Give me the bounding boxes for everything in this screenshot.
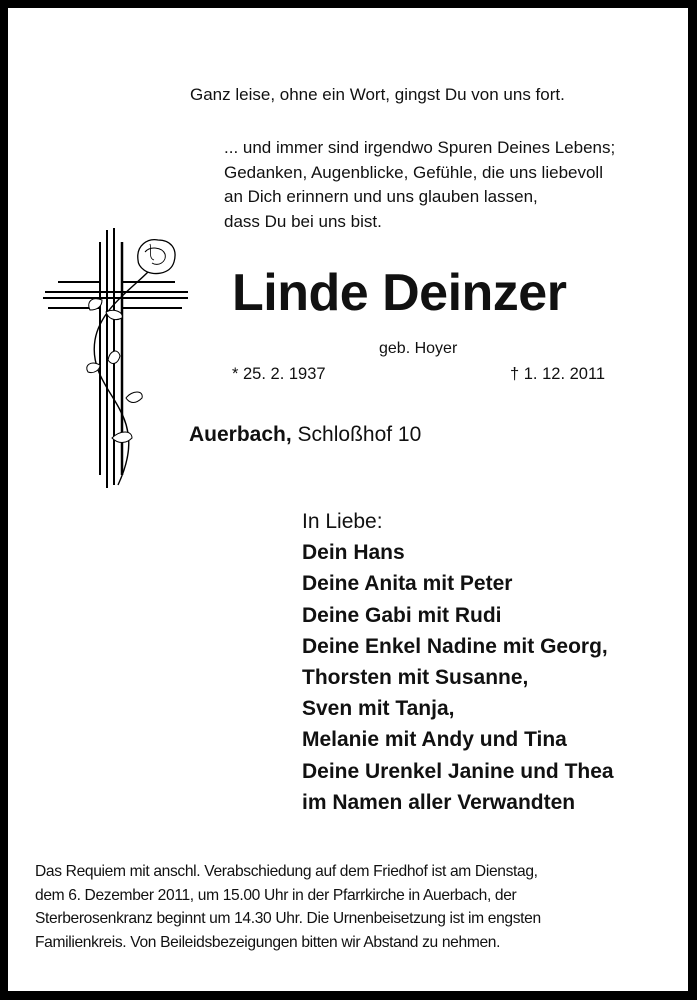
poem-line: Gedanken, Augenblicke, Gefühle, die uns liebevoll: [224, 162, 603, 182]
mourner-line: Dein Hans: [302, 541, 405, 565]
mourner-line: Deine Enkel Nadine mit Georg,: [302, 634, 608, 658]
poem: [224, 136, 615, 234]
notice-line: Familienkreis. Von Beileidsbezeigungen bitten wir Abstand zu nehmen.: [35, 933, 501, 951]
maiden-name: geb. Hoyer: [379, 340, 458, 357]
address: [189, 423, 421, 447]
mourner-line: im Namen aller Verwandten: [302, 790, 576, 814]
notice-line: Sterberosenkranz beginnt um 14.30 Uhr. Die Urnenbeisetzung ist im engsten: [35, 910, 541, 927]
address-city: Auerbach,: [189, 423, 292, 446]
birth-date: * 25. 2. 1937: [232, 365, 326, 383]
deceased-name: Linde Deinzer: [232, 264, 567, 322]
poem-line: ... und immer sind irgendwo Spuren Deines Lebens;: [224, 138, 616, 157]
mourner-line: Deine Anita mit Peter: [302, 572, 513, 596]
poem-line: dass Du bei uns bist.: [224, 211, 382, 231]
notice-line: Das Requiem mit anschl. Verabschiedung auf dem Friedhof ist am Dienstag,: [35, 863, 538, 880]
motto-line: Ganz leise, ohne ein Wort, gingst Du von uns fort.: [190, 85, 565, 104]
mourner-line: Thorsten mit Susanne,: [302, 666, 529, 690]
obituary-page: [8, 8, 688, 991]
mourner-line: Melanie mit Andy und Tina: [302, 728, 567, 752]
notice-line: dem 6. Dezember 2011, um 15.00 Uhr in der Pfarrkirche in Auerbach, der: [35, 886, 517, 904]
address-street: Schloßhof 10: [291, 423, 422, 446]
mourner-line: Deine Gabi mit Rudi: [302, 603, 502, 627]
death-date: † 1. 12. 2011: [510, 365, 606, 383]
cross-with-rose-icon: [40, 220, 190, 495]
mourners-list: [302, 506, 614, 818]
mourner-line: Sven mit Tanja,: [302, 697, 455, 721]
mourner-line: Deine Urenkel Janine und Thea: [302, 759, 614, 783]
mourners-intro: In Liebe:: [302, 510, 383, 533]
poem-line: an Dich erinnern und uns glauben lassen,: [224, 187, 538, 206]
funeral-notice: [35, 860, 541, 954]
